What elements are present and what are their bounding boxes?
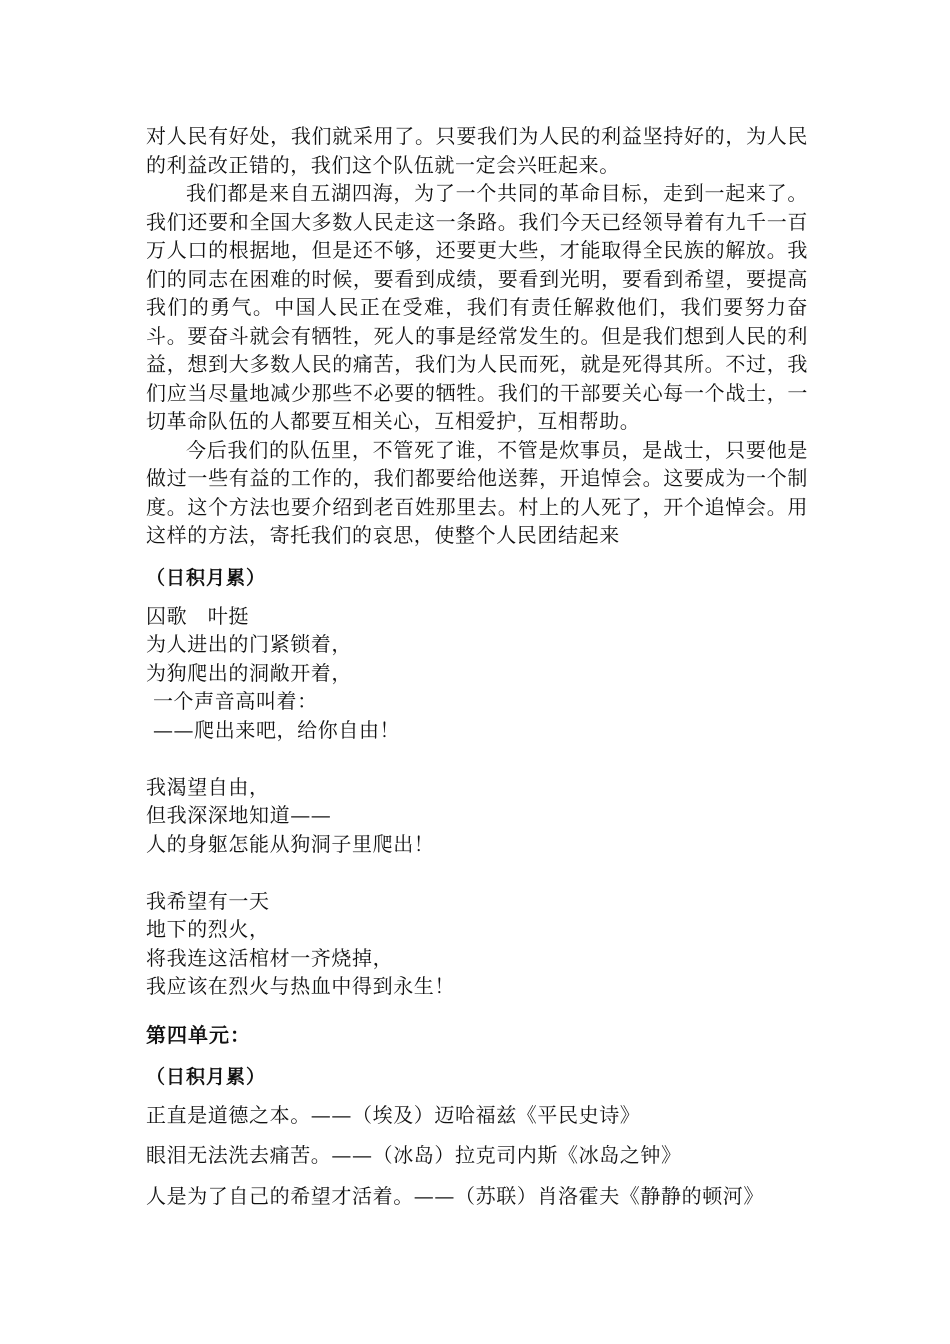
quote-line: 人是为了自己的希望才活着。——（苏联）肖洛霍夫《静静的顿河》 — [146, 1183, 764, 1208]
prose-paragraph-2: 我们都是来自五湖四海，为了一个共同的革命目标，走到一起来了。我们还要和全国大多数人民走这一条路。我们今天已经领导着有九千一百万人口的根据地，但是还不够，还要更大些，才能取得全民族的解放。我们的同志在困难的时候，要看到成绩，要看到光明，要看到希望，要提高我们的勇气。中国人民正在受难，我们有责任解救他们，我们要努力奋斗。要奋斗就会有牺牲，死人的事是经常发生的。但是我们想到人民的利益，想到大多数人民的痛苦，我们为人民而死，就是死得其所。不过，我们应当尽量地减少那些不必要的牺牲。我们的干部要关心每一个战士，一切革命队伍的人都要互相关心，互相爱护，互相帮助。 — [146, 181, 808, 433]
poem-line: ——爬出来吧，给你自由！ — [146, 717, 401, 742]
poem-line: 我渴望自由， — [146, 774, 270, 799]
poem-line: 为人进出的门紧锁着， — [146, 632, 352, 656]
section-heading-rijiyuelei-2: （日积月累） — [146, 1065, 267, 1088]
prose-paragraph-1: 对人民有好处，我们就采用了。只要我们为人民的利益坚持好的，为人民的利益改正错的，我们这个队伍就一定会兴旺起来。 — [146, 124, 808, 177]
prose-paragraph-3: 今后我们的队伍里，不管死了谁，不管是炊事员，是战士，只要他是做过一些有益的工作的，我们都要给他送葬，开追悼会。这要成为一个制度。这个方法也要介绍到老百姓那里去。村上的人死了，开个追悼会。用这样的方法，寄托我们的哀思，使整个人民团结起来 — [146, 437, 808, 547]
poem — [146, 602, 808, 1001]
quote-line: 眼泪无法洗去痛苦。——（冰岛）拉克司内斯《冰岛之钟》 — [146, 1143, 682, 1167]
stanza-spacer — [146, 744, 808, 773]
poem-line: 将我连这活棺材一齐烧掉， — [146, 945, 394, 970]
poem-line: 我应该在烈火与热血中得到永生！ — [146, 974, 455, 998]
poem-line: 一个声音高叫着： — [146, 689, 318, 713]
document-page — [146, 122, 808, 1210]
poem-line: 为狗爬出的洞敞开着， — [146, 660, 352, 685]
poem-line: 人的身躯怎能从狗洞子里爬出！ — [146, 831, 435, 856]
poem-line: 但我深深地知道—— — [146, 803, 332, 827]
poem-line: 我希望有一天 — [146, 888, 270, 913]
stanza-spacer — [146, 858, 808, 887]
poem-title-line: 囚歌 叶挺 — [146, 603, 249, 628]
quote-line: 正直是道德之本。——（埃及）迈哈福兹《平民史诗》 — [146, 1102, 641, 1127]
section-heading-rijiyuelei: （日积月累） — [146, 566, 267, 589]
poem-line: 地下的烈火， — [146, 917, 270, 941]
unit-4-heading: 第四单元： — [146, 1022, 251, 1047]
